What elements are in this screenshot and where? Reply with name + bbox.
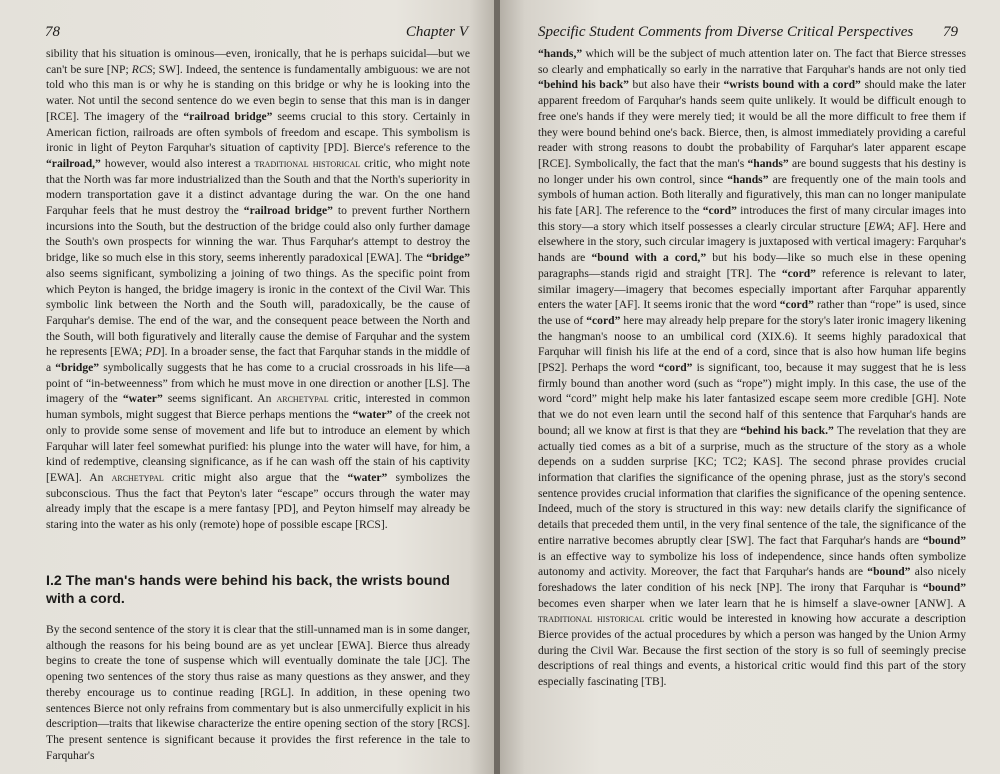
bold-term: “cord” xyxy=(702,204,737,218)
bold-term: “water” xyxy=(347,470,388,484)
left-paragraph-2 xyxy=(46,622,470,763)
text-run: symbolizes the subconscious. Thus the fact that Peyton's later “escape” occurs through the water may already imply that the escape is a mere fantasy [PD], and Peyton himself may already be staring into the water as his only (remote) hope of possible escape [RCS]. xyxy=(46,470,470,532)
text-run: critic, who might note that the North was far more industrialized than the South and that the North's superiority in modern transportation gave it a distinct advantage during the war. On the one hand Farquhar feels that he must destroy the xyxy=(46,156,470,218)
bold-term: “railroad,” xyxy=(46,156,101,170)
text-run: however, would also interest a xyxy=(100,156,255,170)
text-run: are bound suggests that his destiny is no longer under his own control, since xyxy=(538,156,966,186)
page-number-left: 78 xyxy=(45,24,60,40)
text-run: becomes even sharper when we later learn that he is himself a slave-owner [ANW]. A xyxy=(538,596,966,610)
text-run: critic, interested in common human symbols, might suggest that Bierce perhaps mentions the xyxy=(46,392,471,422)
section-heading: I.2 The man's hands were behind his back, the wrists bound with a cord. xyxy=(46,573,450,607)
italic-citation: EWA xyxy=(868,219,892,233)
text-run: sibility that his situation is ominous—even, ironically, that he is perhaps suicidal—but we can't be sure [NP; xyxy=(46,47,470,76)
text-run: should make the later apparent freedom of Farquhar's hands seem quite unlikely. It would be difficult enough to free one's hands if they were merely tied; it would be all the more difficult to free them if they were bound behind one's back. Bierce, then, is almost immediately providing a careful reader with strong reasons to doubt the probability of Farquhar's later apparent escape [RCE]. Symbolically, the fact that the man's xyxy=(538,78,966,170)
text-run: seems significant. An xyxy=(162,392,277,406)
text-run: reference is relevant to later, similar imagery—imagery that becomes especially important after Farquhar apparently enters the water [AF]. It seems ironic that the word xyxy=(538,266,966,312)
text-run: The revelation that they are actually tied comes as a bit of a surprise, much as the structure of the story as a whole depends on a sudden surprise [KC; TC2; KAS]. The second phrase provides crucial information that clarifies the significance of the opening phrase, just as the story's second sentence provides crucial information that clarifies the significance of the opening sentence. Indeed, much of the story is structured in this way: new details clarify the significance of details that preceded them until, in the very final sentence of the tale, the significance of the entire narrative becomes abruptly clear [SW]. The fact that Farquhar's hands are xyxy=(538,423,966,547)
text-run: introduces the first of many circular images into this story—a story which itself possesses a clearly circular structure [ xyxy=(538,204,967,233)
bold-term: “cord” xyxy=(781,266,816,280)
text-run: rather than “rope” is used, since the use of xyxy=(538,298,967,327)
text-run: are frequently one of the main tools and symbols of human action. Both literally and figuratively, this man can no longer manipulate his fate [AR]. The reference to the xyxy=(538,172,966,218)
small-caps-term: traditional historical xyxy=(254,156,361,170)
text-run: to prevent further Northern incursions into the South, but the destruction of the bridge could also only further damage the South's own prospects for winning the war. Thus Farquhar's attempt to destroy the bridge, like so much else in this story, seems inherently paradoxical [EWA]. The xyxy=(46,204,470,265)
paragraph-text xyxy=(46,46,470,533)
bold-term: “bound” xyxy=(922,533,966,547)
text-run: which will be the subject of much attention later on. The fact that Bierce stresses so clearly and emphatically so early in the narrative that Farquhar's hands are not only tied xyxy=(538,47,966,76)
bold-term: “cord” xyxy=(658,361,693,375)
text-run: critic would be interested in knowing how accurate a description Bierce provides of the actual procedures by which a person was hanged by the Union Army during the Civil War. Because the first section of the story is so full of seemingly precise descriptions of real things and events, a historical critic would find this part of the story especially fascinating [TB]. xyxy=(538,612,966,689)
bold-term: “hands” xyxy=(747,156,789,170)
left-paragraph-1 xyxy=(46,46,470,533)
right-paragraph-1 xyxy=(538,46,966,690)
text-run: By the second sentence of the story it is clear that the still-unnamed man is in some danger, although the reasons for his being bound are as yet unclear [EWA]. Bierce thus already begins to create the tone of suspense which will eventually dominate the tale [JC]. The opening two sentences of the story thus raise as many questions as they answer, and they thereby encourage us to continue reading [RGL]. In addition, in these opening two sentences Bierce not only refrains from commentary but is also unmercifully explicit in his description—traits that likewise characterize the entire opening section of the story [RCS]. The present sentence is significant because it provides the first reference in the tale to Farquhar's xyxy=(46,623,470,762)
bold-term: “bound with a cord,” xyxy=(591,251,707,265)
bold-term: “hands,” xyxy=(538,47,583,60)
bold-term: “bridge” xyxy=(426,251,470,265)
text-run: critic might also argue that the xyxy=(163,470,348,484)
bold-term: “bridge” xyxy=(55,361,100,375)
text-run: ]. In a broader sense, the fact that Farquhar stands in the middle of a xyxy=(46,345,470,375)
right-page xyxy=(500,0,1000,774)
bold-term: “behind his back” xyxy=(538,78,629,92)
small-caps-term: traditional historical xyxy=(538,612,645,626)
bold-term: “water” xyxy=(122,392,163,406)
text-run: of the creek not only to provide some sense of movement and life but to introduce an element by which Farquhar will later feel somewhat purified: his plunge into the water will have, for him, a kind of redemptive, cleansing significance, as if he can wash off the stain of his captivity [EWA]. An xyxy=(46,408,470,484)
left-page xyxy=(0,0,494,774)
italic-citation: PD xyxy=(145,345,161,359)
text-run: but his body—like so much else in these opening paragraphs—stands rigid and straight [TR]. The xyxy=(538,251,967,280)
text-run: also seems significant, symbolizing a joining of two things. As the specific point from which Peyton is hanged, the bridge imagery is ironic in the context of the Civil War. This symbolic link between the North and the South will, paradoxically, be the cause of Farquhar's demise. The end of the war, and the consequent peace between the North and the South, will both figuratively and literally cause the demise of Farquhar and the system he represents [EWA; xyxy=(46,266,470,359)
paragraph-text xyxy=(46,622,470,763)
bold-term: “water” xyxy=(352,408,393,422)
bold-term: “bound” xyxy=(922,580,966,594)
small-caps-term: archetypal xyxy=(276,392,329,406)
text-run: seems crucial to this story. Certainly in American fiction, railroads are often symbols of freedom and escape. This symbolism is ironic in light of Peyton Farquhar's situation of captivity [PD]. Bierce's reference to the xyxy=(46,109,470,155)
italic-citation: RCS xyxy=(131,62,153,76)
small-caps-term: archetypal xyxy=(111,470,164,484)
text-run: ; SW]. Indeed, the sentence is fundamentally ambiguous: we are not told who this man is or why he is standing on this bridge or why he is looking into the water. Not until the second sentence do we even begin to sense that this man is in danger [RCE]. The imagery of the xyxy=(46,62,471,123)
text-run: is significant, too, because it may suggest that he is less firmly bound than another word (such as “rope”) might imply. In this case, the use of the word “cord” might help make his later fantasized escape seem more credible [GH]. Note that we do not even learn until the second half of this sentence that Farquhar's hands are bound; all we know at first is that they are xyxy=(538,361,966,437)
bold-term: “hands” xyxy=(727,172,769,186)
bold-term: “cord” xyxy=(779,298,814,312)
text-run: is an effective way to symbolize his loss of independence, since hands often symbolize autonomy and activity. Moreover, the fact that Farquhar's hands are xyxy=(538,549,966,579)
bold-term: “wrists bound with a cord” xyxy=(723,78,861,92)
running-head-right: Specific Student Comments from Diverse Critical Perspectives xyxy=(538,24,914,40)
text-run: ; AF]. Here and elsewhere in the story, such circular imagery is juxtaposed with vertical imagery: Farquhar's hands are xyxy=(538,219,966,265)
text-run: here may already help prepare for the story's later ironic imagery likening the hangman's noose to an umbilical cord (XIX.6). It seems highly paradoxical that Farquhar will finish his life at the end of a cord, since that is also how human life begins [PS2]. Perhaps the word xyxy=(538,313,966,375)
paragraph-text xyxy=(538,46,966,690)
text-run: symbolically suggests that he has come to a crucial crossroads in his life—a point of “in-betweenness” from which he must move in one direction or another [LS]. The imagery of the xyxy=(46,361,470,406)
bold-term: “railroad bridge” xyxy=(243,204,333,218)
text-run: also nicely foreshadows the later condition of his neck [NP]. The irony that Farquhar is xyxy=(538,565,966,594)
bold-term: “railroad bridge” xyxy=(183,109,273,123)
bold-term: “bound” xyxy=(867,565,911,579)
page-number-right: 79 xyxy=(943,24,958,40)
running-head-left: Chapter V xyxy=(405,24,468,40)
bold-term: “behind his back.” xyxy=(740,423,834,437)
text-run: but also have their xyxy=(628,78,724,92)
bold-term: “cord” xyxy=(586,313,621,327)
